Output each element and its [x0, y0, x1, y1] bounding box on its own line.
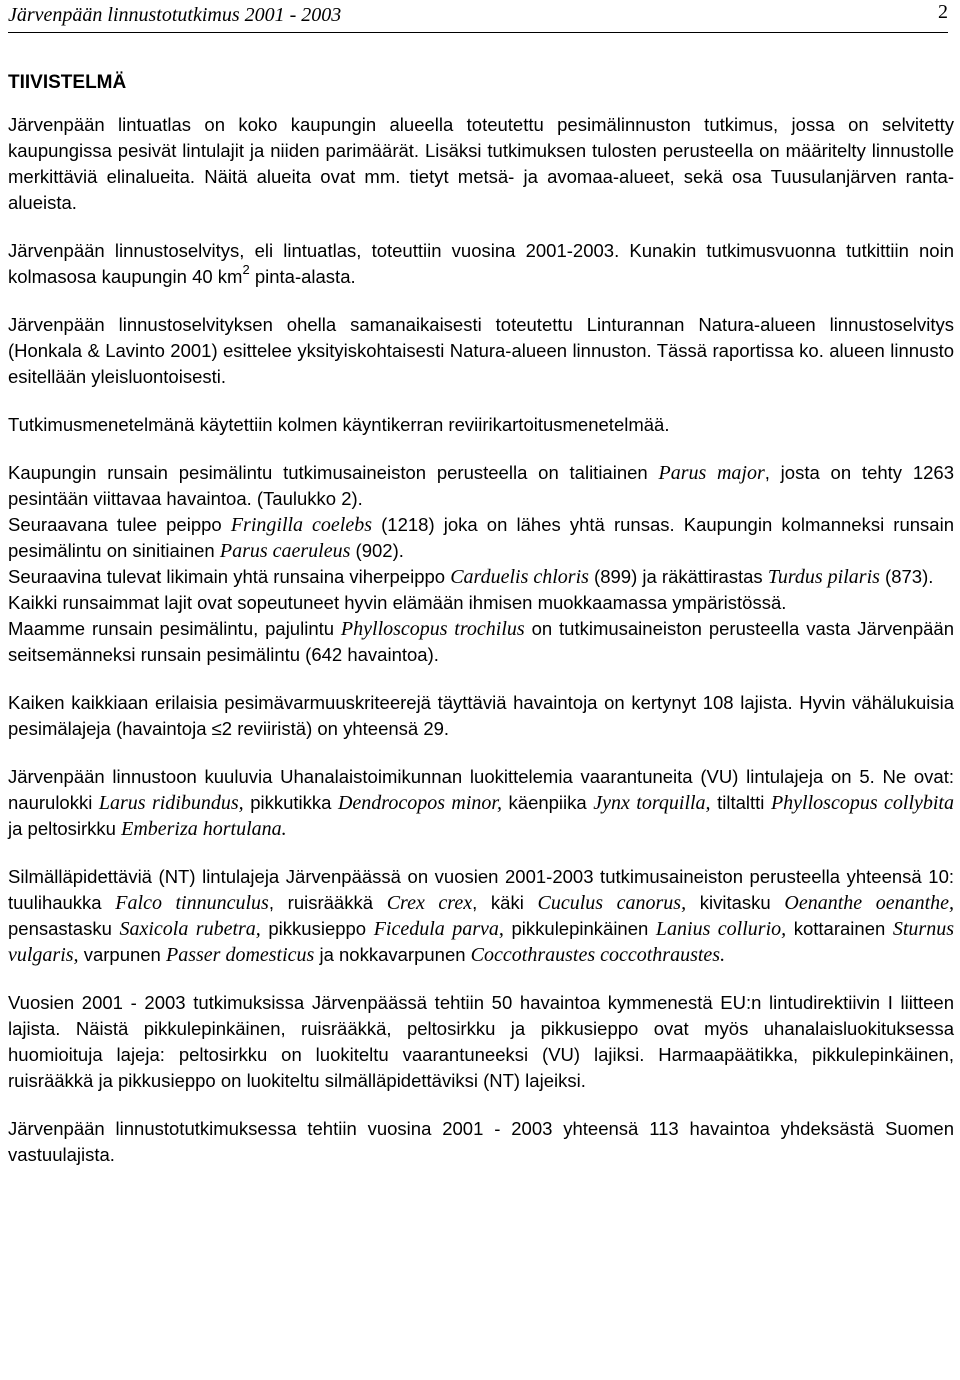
paragraph-responsibility-species: Järvenpään linnustotutkimuksessa tehtiin vuosina 2001 - 2003 yhteensä 113 havaintoa yhdeksästä Suomen vastuulajista. [8, 1118, 954, 1165]
species-name: Turdus pilaris [767, 566, 880, 588]
page-number: 2 [938, 1, 948, 23]
paragraph-total-species [8, 690, 954, 742]
text-span: pikkusieppo [260, 918, 374, 939]
text-span: , ruisrääkkä [268, 892, 387, 913]
text-span: on tutkimusaineiston perusteella vasta Järvenpään seitsemänneksi runsain pesimälintu (642 havaintoa). [8, 618, 954, 665]
text-span: 2 reviiristä) on yhteensä 29. [221, 718, 450, 739]
text-span: , käki [472, 892, 538, 913]
page-header [8, 0, 948, 33]
text-span: tiltaltti [710, 792, 771, 813]
text-span: Silmälläpidettäviä (NT) lintulajeja Järvenpäässä on vuosien 2001-2003 tutkimusaineiston perusteella yhteensä 10: tuulihaukka [8, 866, 954, 913]
paragraph-survey-years [8, 238, 954, 290]
species-name: Ficedula parva, [373, 918, 504, 940]
text-span: (902). [350, 540, 404, 561]
species-name: Carduelis chloris [450, 566, 589, 588]
text-span: pensastasku [8, 918, 120, 939]
species-name: Saxicola rubetra, [119, 918, 261, 940]
species-name: Coccothraustes coccothraustes. [470, 944, 726, 966]
survey-years-text-end: pinta-alasta. [249, 266, 356, 287]
paragraph-vulnerable-species [8, 764, 954, 842]
paragraph-next-abundant [8, 564, 954, 590]
species-name: Passer domesticus [166, 944, 315, 966]
species-name: Phylloscopus trochilus [340, 618, 525, 640]
species-name: Larus ridibundus, [98, 792, 244, 814]
species-name: Dendrocopos minor, [337, 792, 502, 814]
species-name: Jynx torquilla, [593, 792, 711, 814]
paragraph-method: Tutkimusmenetelmänä käytettiin kolmen käyntikerran reviirikartoitusmenetelmää. [8, 414, 670, 435]
species-name: Fringilla coelebs [230, 514, 373, 536]
survey-years-text: Järvenpään linnustoselvitys, eli lintuatlas, toteuttiin vuosina 2001-2003. Kunakin tutkimusvuonna tutkittiin noin kolmasosa kaupungin 40 km [8, 240, 954, 287]
superscript-2: 2 [242, 261, 250, 277]
paragraph-natura: Järvenpään linnustoselvityksen ohella samanaikaisesti toteutettu Linturannan Natura-alueen linnustoselvitys (Honkala & Lavinto 2001) esittelee yksityiskohtaisesti Natura-alueen linnuston. Tässä raportissa ko. alueen linnusto esitellään yleisluontoisesti. [8, 314, 954, 387]
text-span: pikkulepinkäinen [503, 918, 656, 939]
section-title: TIIVISTELMÄ [8, 72, 127, 93]
species-name: Crex crex [386, 892, 473, 914]
paragraph-most-abundant [8, 460, 954, 512]
text-span: pikkutikka [243, 792, 338, 813]
text-span: kivitasku [686, 892, 785, 913]
text-span: käenpiika [501, 792, 594, 813]
species-name: Emberiza hortulana. [121, 818, 287, 840]
text-span: Seuraavina tulevat likimain yhtä runsaina viherpeippo [8, 566, 451, 587]
text-span: (1218) joka on lähes yhtä runsas. Kaupungin kolmanneksi runsain pesimälintu on sinitiainen [8, 514, 954, 561]
species-name: Parus caeruleus [219, 540, 351, 562]
species-name: Oenanthe oenanthe, [784, 892, 955, 914]
species-name: Sturnus vulgaris, [8, 918, 954, 966]
text-span: Järvenpään linnustoon kuuluvia Uhanalaistoimikunnan luokittelemia vaarantuneita (VU) lintulajeja on 5. Ne ovat: naurulokki [8, 766, 954, 813]
species-name: Parus major [658, 462, 765, 484]
paragraph-adaptation: Kaikki runsaimmat lajit ovat sopeutuneet hyvin elämään ihmisen muokkaamassa ympäristössä. [8, 592, 787, 613]
text-span: Kaiken kaikkiaan erilaisia pesimävarmuuskriteerejä täyttäviä havaintoja on kertynyt 108 lajista. Hyvin vähälukuisia pesimälajeja (havaintoja [8, 692, 954, 739]
text-span: kottarainen [786, 918, 893, 939]
text-span: varpunen [78, 944, 166, 965]
text-span: Kaupungin runsain pesimälintu tutkimusaineiston perusteella on talitiainen [8, 462, 659, 483]
text-span: (873). [879, 566, 934, 587]
text-span: (899) ja räkättirastas [588, 566, 768, 587]
text-span: Seuraavana tulee peippo [8, 514, 231, 535]
text-span: , josta on tehty 1263 pesintään viittavaa havaintoa. (Taulukko 2). [8, 462, 954, 509]
document-body [8, 68, 954, 1190]
paragraph-second-abundant [8, 512, 954, 564]
running-header-title: Järvenpään linnustotutkimus 2001 - 2003 [8, 4, 342, 26]
paragraph-willow-warbler [8, 616, 954, 668]
less-equal-symbol: ≤ [211, 718, 222, 739]
paragraph-eu-directive: Vuosien 2001 - 2003 tutkimuksissa Järvenpäässä tehtiin 50 havaintoa kymmenestä EU:n lintudirektiivin I liitteen lajista. Näistä pikkulepinkäinen, ruisrääkkä, peltosirkku ja pikkusieppo ovat myös uhanalaisluokituksessa huomioituja lajeja: peltosirkku on luokiteltu vaarantuneeksi (VU) lajiksi. Harmaapäätikka, pikkulepinkäinen, ruisrääkkä ja pikkusieppo on luokiteltu silmälläpidettäviksi (NT) lajeiksi. [8, 992, 954, 1091]
species-name: Falco tinnunculus [115, 892, 269, 914]
text-span: ja nokkavarpunen [314, 944, 471, 965]
text-span: ja peltosirkku [8, 818, 122, 839]
paragraph-near-threatened [8, 864, 954, 968]
paragraph-intro: Järvenpään lintuatlas on koko kaupungin alueella toteutettu pesimälinnuston tutkimus, jossa on selvitetty kaupungissa pesivät lintulajit ja niiden parimäärät. Lisäksi tutkimuksen tulosten perusteella on määritelty linnustolle merkittäviä elinalueita. Näitä alueita ovat mm. tietyt metsä- ja avomaa-alueet, sekä osa Tuusulanjärven ranta-alueista. [8, 114, 954, 213]
text-span: Maamme runsain pesimälintu, pajulintu [8, 618, 341, 639]
species-name: Lanius collurio, [655, 918, 787, 940]
species-name: Cuculus canorus, [537, 892, 687, 914]
species-name: Phylloscopus collybita [770, 792, 954, 814]
